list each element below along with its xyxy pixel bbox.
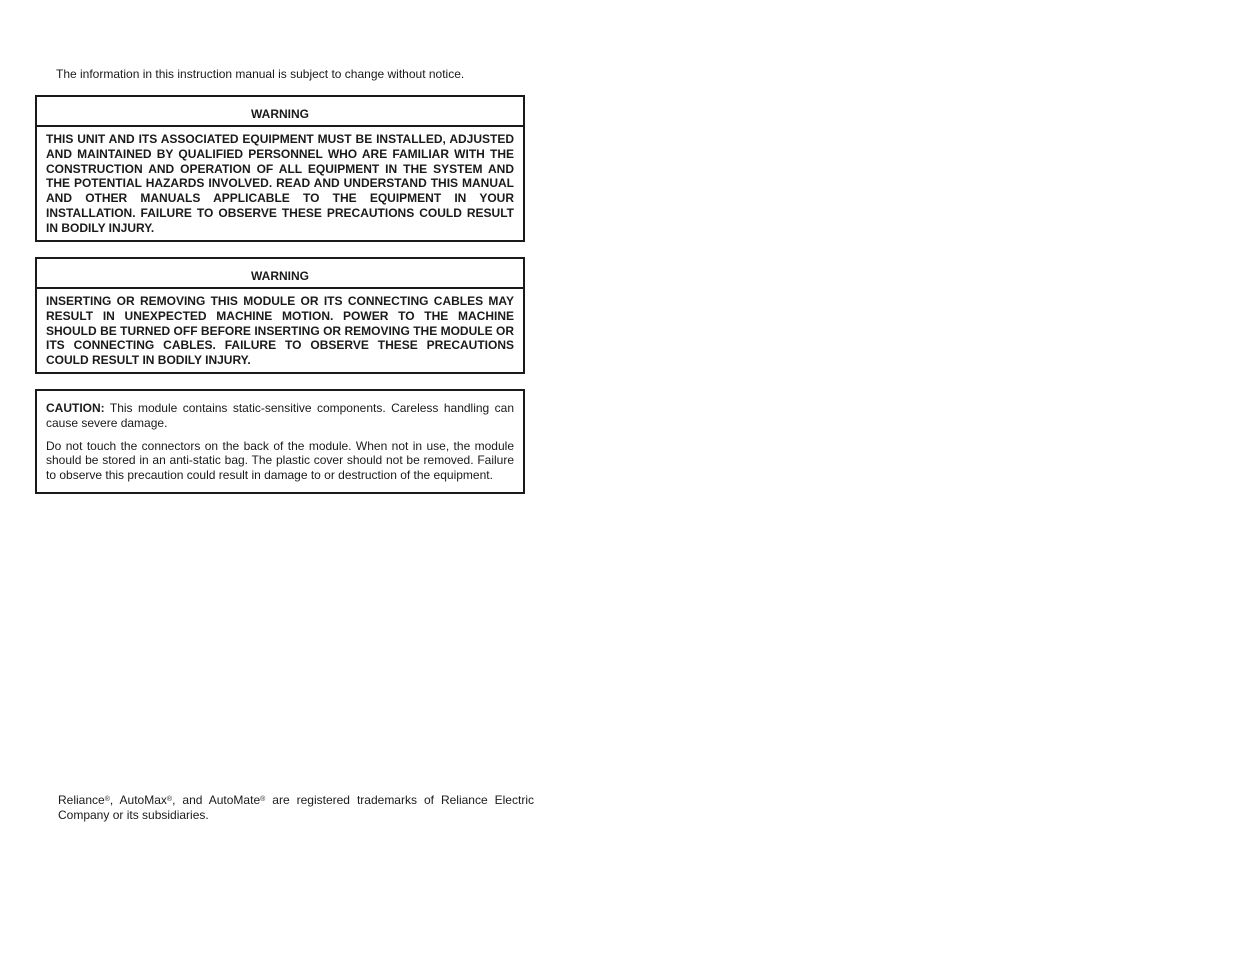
trademark-rest: are registered trademarks of Reliance Electric Company or its subsidiaries. (58, 793, 534, 822)
caution-label: CAUTION: (46, 401, 105, 415)
caution-box (35, 389, 525, 494)
trademark-notice (58, 793, 534, 822)
change-notice: The information in this instruction manual is subject to change without notice. (56, 67, 465, 81)
brand-reliance: Reliance (58, 793, 105, 807)
separator: , and (172, 793, 209, 807)
warning-title: WARNING (37, 259, 523, 289)
registered-mark: ® (260, 796, 266, 803)
caution-paragraph (46, 401, 514, 431)
warning-box-installation (35, 95, 525, 242)
warning-title: WARNING (37, 97, 523, 127)
separator: , (109, 793, 120, 807)
warning-text: THIS UNIT AND ITS ASSOCIATED EQUIPMENT MUST BE INSTALLED, ADJUSTED AND MAINTAINED BY QUALIFIED PERSONNEL WHO ARE FAMILIAR WITH THE CONSTRUCTION AND OPERATION OF ALL EQUIPMENT IN THE SYSTEM AND THE POTENTIAL HAZARDS INVOLVED. READ AND UNDERSTAND THIS MANUAL AND OTHER MANUALS APPLICABLE TO THE EQUIPMENT IN YOUR INSTALLATION. FAILURE TO OBSERVE THESE PRECAUTIONS COULD RESULT IN BODILY INJURY. (46, 132, 514, 235)
brand-automate: AutoMate (208, 793, 261, 807)
warning-box-module-insertion (35, 257, 525, 374)
registered-mark: ® (104, 796, 110, 803)
warning-text: INSERTING OR REMOVING THIS MODULE OR ITS CONNECTING CABLES MAY RESULT IN UNEXPECTED MACHINE MOTION. POWER TO THE MACHINE SHOULD BE TURNED OFF BEFORE INSERTING OR REMOVING THE MODULE OR ITS CONNECTING CABLES. FAILURE TO OBSERVE THESE PRECAUTIONS COULD RESULT IN BODILY INJURY. (46, 294, 514, 368)
registered-mark: ® (166, 796, 173, 803)
caution-paragraph-2: Do not touch the connectors on the back of the module. When not in use, the module should be stored in an anti-static bag. The plastic cover should not be removed. Failure to observe this precaution could result in damage to or destruction of the equipment. (46, 438, 514, 483)
brand-automax: AutoMax (119, 793, 167, 807)
caution-body (37, 391, 523, 492)
caution-text: This module contains static-sensitive components. Careless handling can cause severe damage. (46, 401, 514, 430)
